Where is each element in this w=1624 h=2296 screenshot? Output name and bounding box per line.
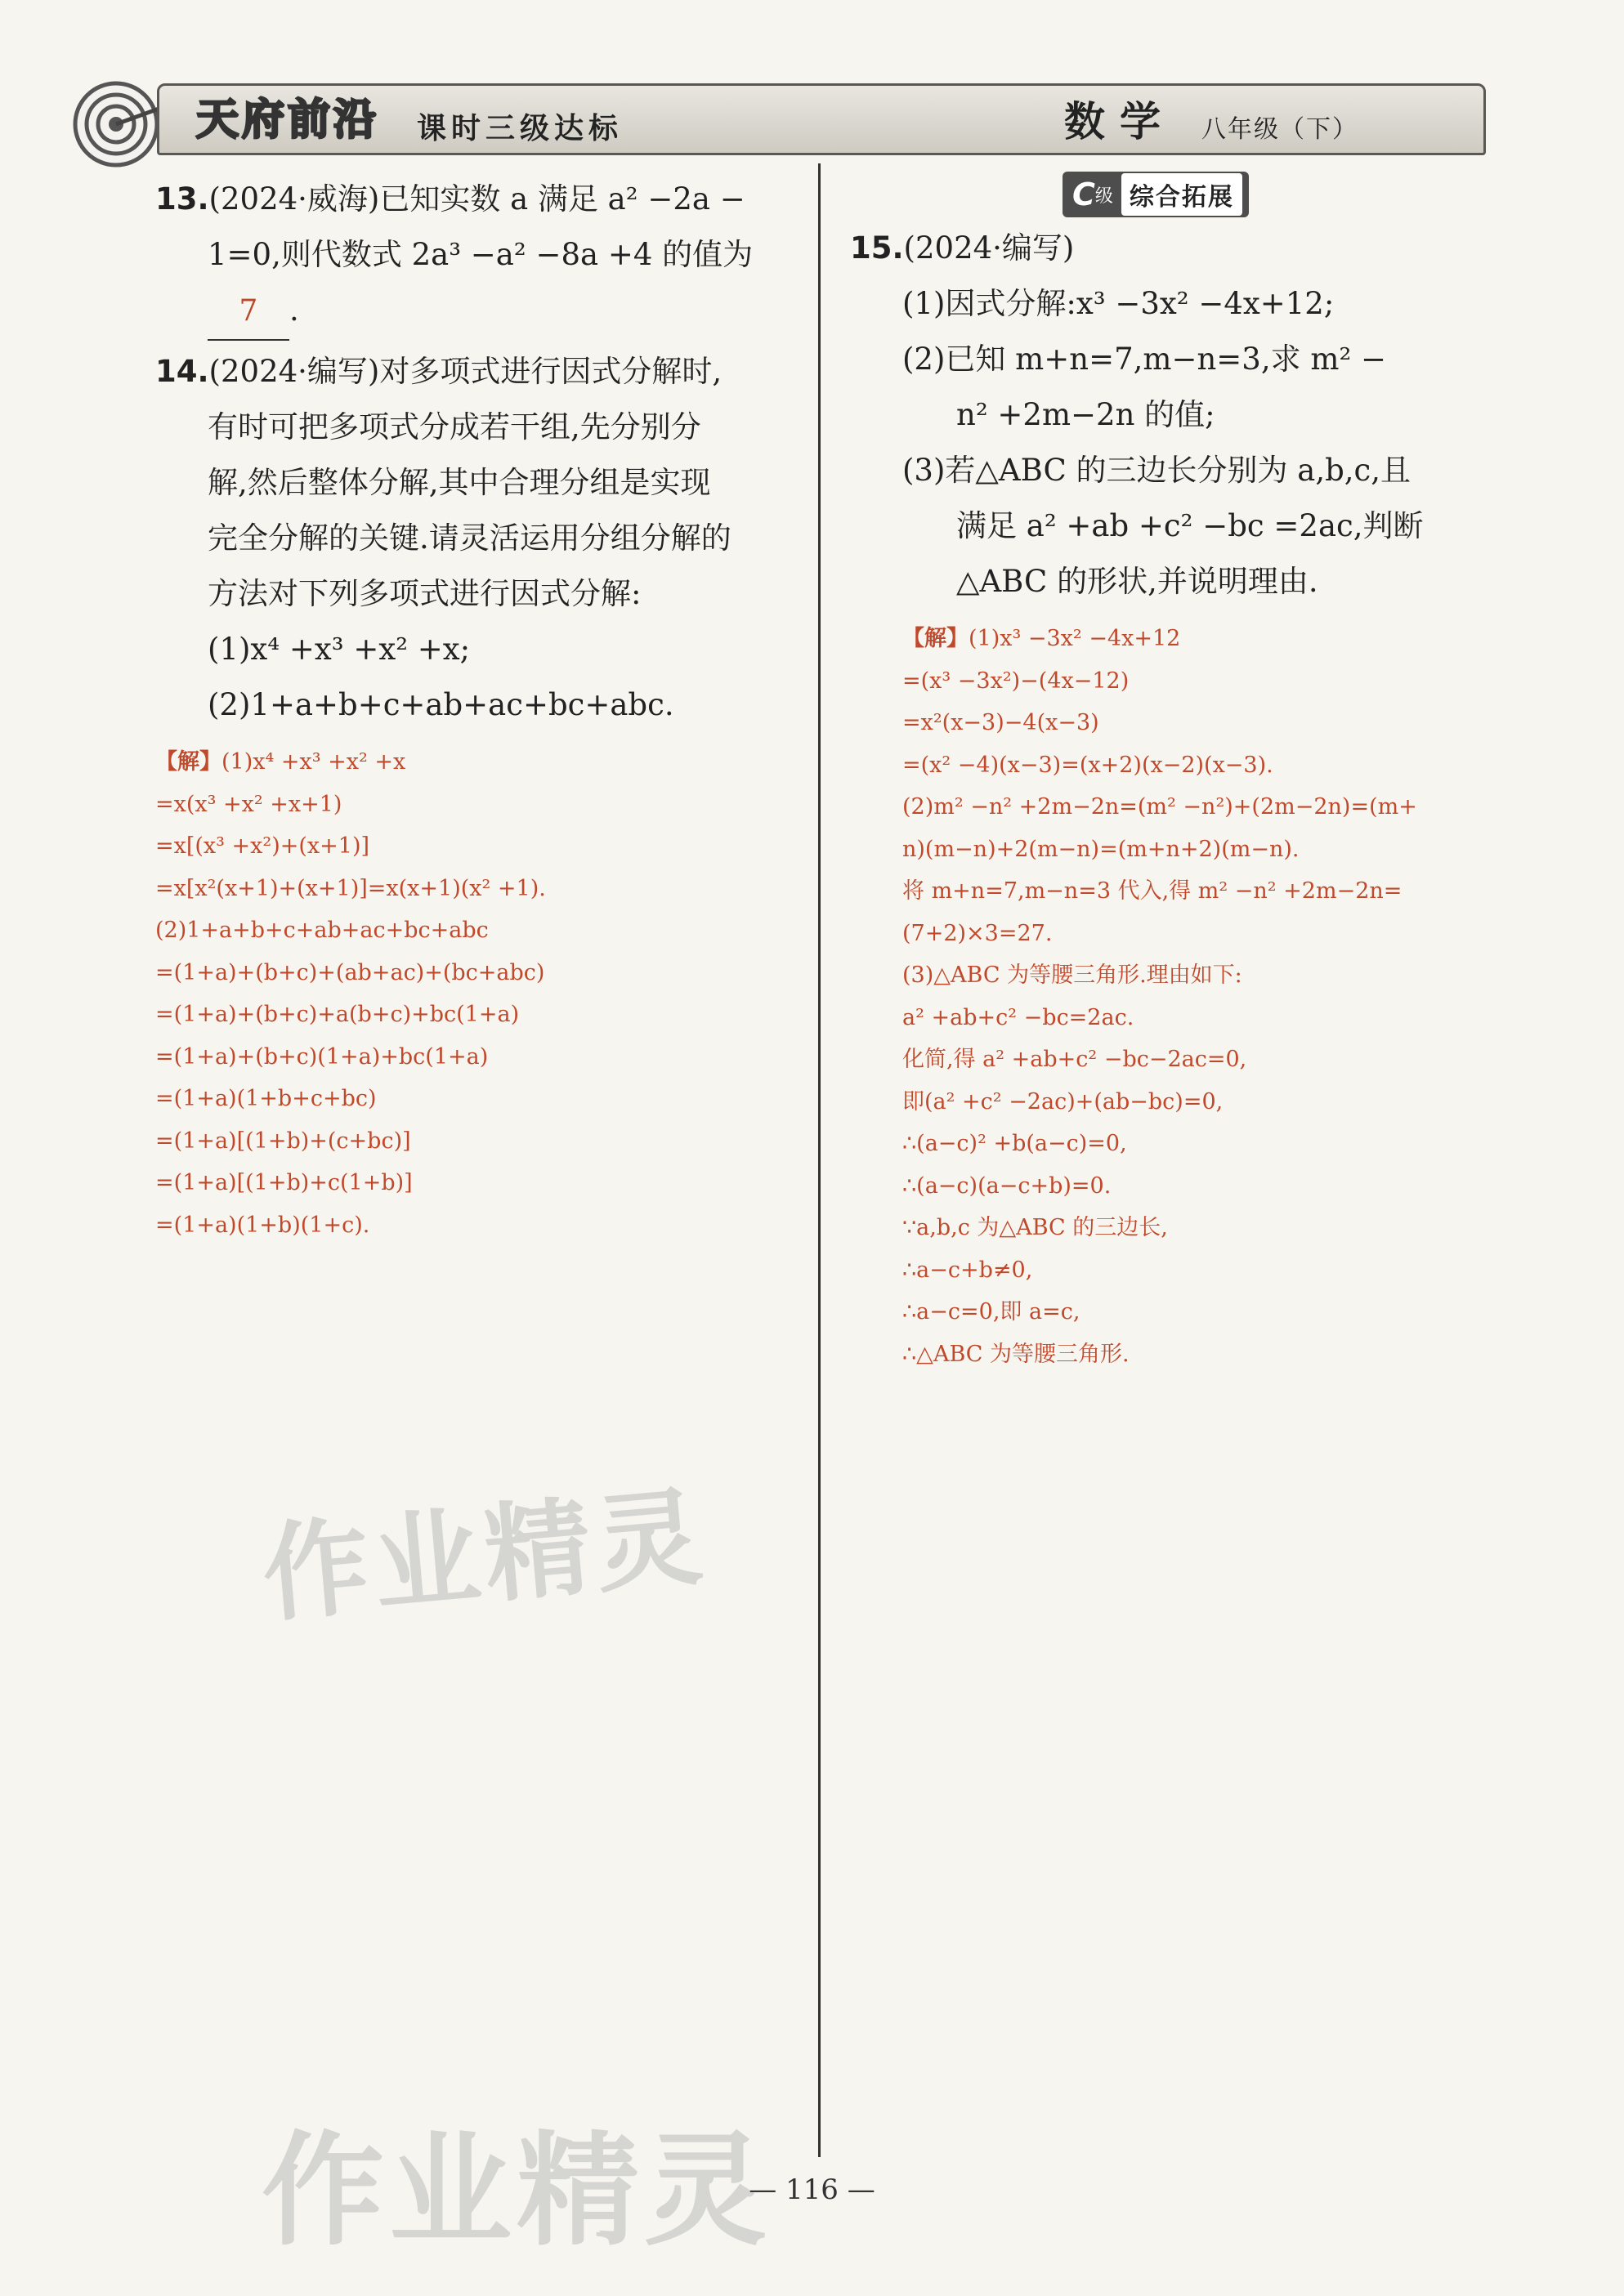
level-suffix: 级 bbox=[1094, 185, 1113, 207]
question-text: . bbox=[289, 293, 299, 328]
answer-blank: 7 bbox=[208, 284, 289, 341]
question-text: 解,然后整体分解,其中合理分组是实现 bbox=[208, 465, 711, 500]
page-header bbox=[0, 0, 1624, 163]
solution-line: =(x³ −3x²)−(4x−12) bbox=[902, 668, 1130, 694]
question-text: (2024·威海)已知实数 a 满足 a² −2a − bbox=[208, 181, 745, 217]
solution-line: =(1+a)(1+b+c+bc) bbox=[155, 1086, 377, 1111]
solution-tag: 【解】 bbox=[902, 626, 969, 651]
solution-line: =(1+a)(1+b)(1+c). bbox=[155, 1212, 370, 1238]
brand-subtitle: 课时三级达标 bbox=[417, 112, 624, 145]
solution-line: =(1+a)+(b+c)+a(b+c)+bc(1+a) bbox=[155, 1002, 520, 1027]
solution-line: 即(a² +c² −2ac)+(ab−bc)=0, bbox=[902, 1088, 1224, 1114]
solution-line: (3)△ABC 为等腰三角形.理由如下: bbox=[902, 963, 1242, 988]
solution-line: 将 m+n=7,m−n=3 代入,得 m² −n² +2m−2n= bbox=[902, 878, 1403, 904]
question-text: (1)x⁴ +x³ +x² +x; bbox=[208, 632, 471, 667]
question-text: (2)已知 m+n=7,m−n=3,求 m² − bbox=[902, 342, 1387, 377]
question-text: n² +2m−2n 的值; bbox=[956, 397, 1215, 432]
solution-14 bbox=[155, 741, 793, 1246]
target-icon bbox=[72, 80, 160, 168]
solution-line: ∴(a−c)² +b(a−c)=0, bbox=[902, 1131, 1127, 1156]
solution-line: (2)1+a+b+c+ab+ac+bc+abc bbox=[155, 918, 489, 943]
solution-line: ∴(a−c)(a−c+b)=0. bbox=[902, 1173, 1112, 1199]
solution-line: =(1+a)[(1+b)+c(1+b)] bbox=[155, 1170, 413, 1195]
question-text: (2)1+a+b+c+ab+ac+bc+abc. bbox=[208, 687, 674, 722]
solution-line: =(1+a)+(b+c)(1+a)+bc(1+a) bbox=[155, 1043, 489, 1070]
question-text: 方法对下列多项式进行因式分解: bbox=[208, 576, 642, 611]
level-badge bbox=[1063, 172, 1249, 217]
question-text: 满足 a² +ab +c² −bc =2ac,判断 bbox=[956, 508, 1424, 543]
solution-line: n)(m−n)+2(m−n)=(m+n+2)(m−n). bbox=[902, 836, 1300, 862]
solution-line: (1)x³ −3x² −4x+12 bbox=[969, 626, 1181, 651]
watermark: 作业精灵 bbox=[262, 2120, 772, 2262]
solution-line: =(x² −4)(x−3)=(x+2)(x−2)(x−3). bbox=[902, 752, 1273, 778]
column-divider bbox=[818, 163, 821, 2157]
question-text: 1=0,则代数式 2a³ −a² −8a +4 的值为 bbox=[208, 237, 754, 272]
grade-label: 八年级（下） bbox=[1201, 115, 1358, 144]
watermark: 作业精灵 bbox=[257, 1474, 712, 1637]
question-15 bbox=[850, 221, 1561, 610]
solution-tag: 【解】 bbox=[155, 749, 221, 775]
solution-line: =x(x³ +x² +x+1) bbox=[155, 791, 342, 817]
question-number: 14. bbox=[155, 354, 209, 389]
question-text: (2024·编写) bbox=[903, 230, 1075, 266]
solution-line: ∵a,b,c 为△ABC 的三边长, bbox=[902, 1215, 1168, 1240]
question-text: 有时可把多项式分成若干组,先分别分 bbox=[208, 409, 701, 444]
question-text: (2024·编写)对多项式进行因式分解时, bbox=[208, 354, 723, 389]
solution-line: a² +ab+c² −bc=2ac. bbox=[902, 1004, 1134, 1030]
solution-line: (7+2)×3=27. bbox=[902, 920, 1053, 946]
solution-line: =x[(x³ +x²)+(x+1)] bbox=[155, 833, 370, 859]
page-number: — 116 — bbox=[749, 2173, 875, 2206]
solution-15 bbox=[850, 618, 1561, 1375]
question-text: (3)若△ABC 的三边长分别为 a,b,c,且 bbox=[902, 453, 1411, 488]
level-title: 综合拓展 bbox=[1121, 173, 1242, 216]
question-text: (1)因式分解:x³ −3x² −4x+12; bbox=[902, 286, 1335, 321]
solution-line: (1)x⁴ +x³ +x² +x bbox=[221, 749, 406, 775]
solution-line: =(1+a)+(b+c)+(ab+ac)+(bc+abc) bbox=[155, 959, 545, 985]
right-column bbox=[850, 172, 1561, 1375]
brand-title: 天府前沿 bbox=[196, 96, 380, 145]
solution-line: ∴△ABC 为等腰三角形. bbox=[902, 1341, 1130, 1367]
question-text: 完全分解的关键.请灵活运用分组分解的 bbox=[208, 520, 731, 556]
question-number: 15. bbox=[850, 230, 904, 266]
level-letter: C bbox=[1072, 176, 1095, 212]
solution-line: =x[x²(x+1)+(x+1)]=x(x+1)(x² +1). bbox=[155, 875, 546, 901]
solution-line: ∴a−c+b≠0, bbox=[902, 1257, 1033, 1283]
question-14 bbox=[155, 344, 793, 733]
solution-line: =(1+a)[(1+b)+(c+bc)] bbox=[155, 1128, 411, 1154]
left-column bbox=[155, 172, 793, 1246]
solution-line: 化简,得 a² +ab+c² −bc−2ac=0, bbox=[902, 1047, 1247, 1072]
solution-line: =x²(x−3)−4(x−3) bbox=[902, 710, 1099, 735]
subject-title: 数学 bbox=[1064, 98, 1175, 145]
question-13 bbox=[155, 172, 793, 341]
question-number: 13. bbox=[155, 181, 209, 217]
solution-line: (2)m² −n² +2m−2n=(m² −n²)+(2m−2n)=(m+ bbox=[902, 794, 1417, 820]
solution-line: ∴a−c=0,即 a=c, bbox=[902, 1299, 1080, 1324]
question-text: △ABC 的形状,并说明理由. bbox=[956, 564, 1318, 599]
